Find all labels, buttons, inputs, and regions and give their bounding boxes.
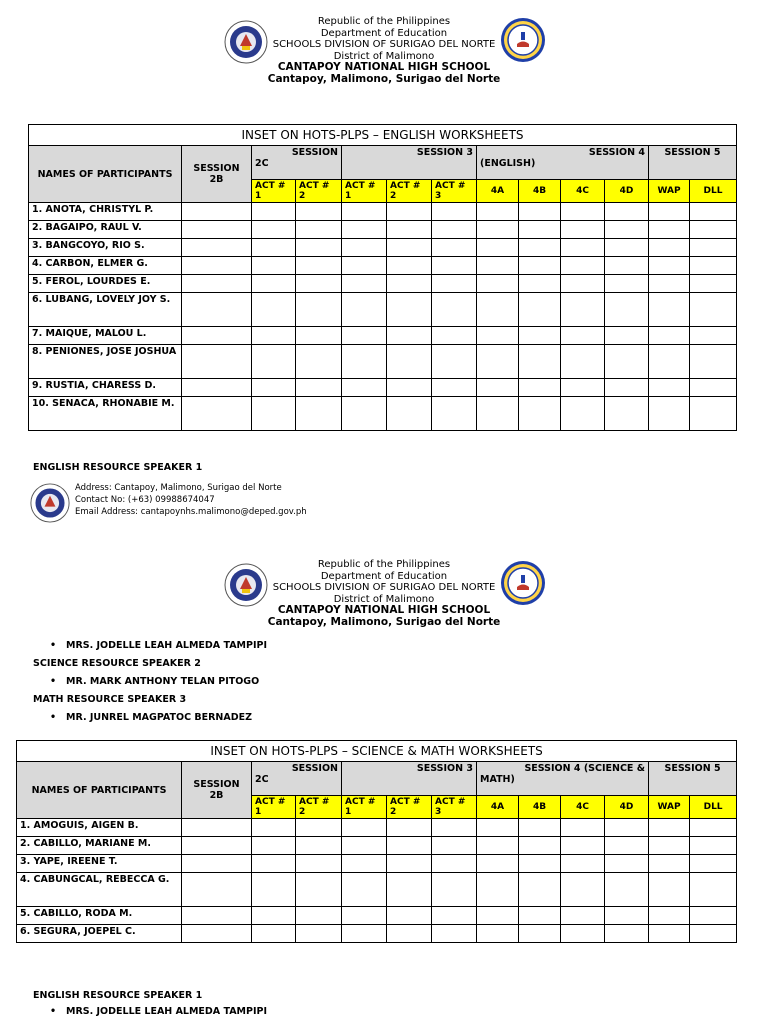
math-speaker-label: MATH RESOURCE SPEAKER 3 [33,694,187,705]
score-cell[interactable] [561,925,605,943]
score-cell[interactable] [477,239,519,257]
participant-row [29,257,737,275]
score-cell[interactable] [690,293,737,327]
score-cell[interactable] [342,293,387,327]
score-cell[interactable] [690,257,737,275]
participant-row [29,379,737,397]
score-cell[interactable] [561,327,605,345]
score-cell[interactable] [182,257,252,275]
score-cell[interactable] [477,327,519,345]
score-cell[interactable] [690,203,737,221]
score-cell[interactable] [561,855,605,873]
score-cell[interactable] [477,379,519,397]
score-cell[interactable] [387,907,432,925]
subheader-cell: ACT # 1 [342,180,387,203]
score-cell[interactable] [519,327,561,345]
score-cell[interactable] [387,837,432,855]
score-cell[interactable] [387,221,432,239]
score-cell[interactable] [432,221,477,239]
score-cell[interactable] [252,257,296,275]
subheader-cell: ACT # 2 [387,180,432,203]
score-cell[interactable] [690,379,737,397]
header-division: SCHOOLS DIVISION OF SURIGAO DEL NORTE [272,39,496,50]
score-cell[interactable] [605,397,649,431]
score-cell[interactable] [252,855,296,873]
score-cell[interactable] [519,397,561,431]
score-cell[interactable] [387,203,432,221]
subheader-cell: 4C [561,180,605,203]
science-speaker-label: SCIENCE RESOURCE SPEAKER 2 [33,658,201,669]
score-cell[interactable] [605,221,649,239]
score-cell[interactable] [690,345,737,379]
score-cell[interactable] [432,819,477,837]
score-cell[interactable] [296,379,342,397]
score-cell[interactable] [182,327,252,345]
participant-name: 5. FEROL, LOURDES E. [29,275,182,293]
session-2b-header: SESSION 2B [182,762,252,819]
participant-row [17,925,737,943]
score-cell[interactable] [252,345,296,379]
subheader-cell: ACT # 2 [296,796,342,819]
session-3-header: SESSION 3 [342,146,477,180]
score-cell[interactable] [519,257,561,275]
score-cell[interactable] [519,221,561,239]
subheader-cell: 4C [561,796,605,819]
participant-row [17,819,737,837]
subheader-cell: DLL [690,796,737,819]
footer-contact: Contact No: (+63) 09988674047 [75,495,215,505]
score-cell[interactable] [477,819,519,837]
participant-row [29,203,737,221]
score-cell[interactable] [182,873,252,907]
session-4-header: SESSION 4 (SCIENCE & MATH) [477,762,649,796]
participant-row [29,345,737,379]
score-cell[interactable] [252,907,296,925]
score-cell[interactable] [690,855,737,873]
session-2c-header: SESSION 2C [252,146,342,180]
header-district: District of Malimono [333,50,435,62]
score-cell[interactable] [519,203,561,221]
score-cell[interactable] [477,257,519,275]
score-cell[interactable] [561,819,605,837]
score-cell[interactable] [342,837,387,855]
score-cell[interactable] [432,275,477,293]
subheader-cell: ACT # 1 [342,796,387,819]
score-cell[interactable] [519,379,561,397]
score-cell[interactable] [690,907,737,925]
score-cell[interactable] [252,203,296,221]
score-cell[interactable] [182,819,252,837]
subheader-cell: 4A [477,796,519,819]
score-cell[interactable] [690,239,737,257]
score-cell[interactable] [477,275,519,293]
header-district: District of Malimono [333,593,435,605]
session-4-header: SESSION 4 (ENGLISH) [477,146,649,180]
score-cell[interactable] [561,345,605,379]
score-cell[interactable] [182,221,252,239]
score-cell[interactable] [605,855,649,873]
subheader-cell: 4B [519,180,561,203]
score-cell[interactable] [387,345,432,379]
score-cell[interactable] [296,873,342,907]
participant-name: 4. CABUNGCAL, REBECCA G. [17,873,182,907]
score-cell[interactable] [342,203,387,221]
score-cell[interactable] [252,327,296,345]
score-cell[interactable] [432,855,477,873]
score-cell[interactable] [252,397,296,431]
participant-row [17,837,737,855]
score-cell[interactable] [561,293,605,327]
score-cell[interactable] [519,855,561,873]
score-cell[interactable] [519,819,561,837]
score-cell[interactable] [649,925,690,943]
score-cell[interactable] [477,203,519,221]
score-cell[interactable] [519,239,561,257]
score-cell[interactable] [649,221,690,239]
score-cell[interactable] [605,925,649,943]
session-2c-header: SESSION 2C [252,762,342,796]
score-cell[interactable] [561,221,605,239]
math-speaker-name: • MR. JUNREL MAGPATOC BERNADEZ [66,712,252,723]
school-contact-footer [75,482,307,518]
score-cell[interactable] [252,873,296,907]
table-title: INSET ON HOTS-PLPS – SCIENCE & MATH WORKSHEETS [17,741,737,762]
participant-name: 6. SEGURA, JOEPEL C. [17,925,182,943]
score-cell[interactable] [605,819,649,837]
score-cell[interactable] [561,837,605,855]
score-cell[interactable] [605,275,649,293]
participant-name: 2. BAGAIPO, RAUL V. [29,221,182,239]
participant-name: 10. SENACA, RHONABIE M. [29,397,182,431]
score-cell[interactable] [561,275,605,293]
score-cell[interactable] [182,907,252,925]
participant-row [29,275,737,293]
score-cell[interactable] [477,345,519,379]
subheader-cell: ACT # 3 [432,180,477,203]
deped-seal-small-icon [30,483,70,523]
score-cell[interactable] [432,345,477,379]
footer-address: Address: Cantapoy, Malimono, Surigao del Norte [75,483,282,493]
subheader-cell: 4A [477,180,519,203]
score-cell[interactable] [649,293,690,327]
subheader-cell: WAP [649,180,690,203]
header-division: SCHOOLS DIVISION OF SURIGAO DEL NORTE [272,582,496,593]
score-cell[interactable] [342,925,387,943]
score-cell[interactable] [342,873,387,907]
score-cell[interactable] [342,379,387,397]
score-cell[interactable] [605,379,649,397]
score-cell[interactable] [296,275,342,293]
score-cell[interactable] [342,275,387,293]
participant-row [17,855,737,873]
session-2b-header: SESSION 2B [182,146,252,203]
participant-row [17,873,737,907]
subheader-cell: ACT # 2 [296,180,342,203]
score-cell[interactable] [296,819,342,837]
score-cell[interactable] [342,221,387,239]
score-cell[interactable] [432,203,477,221]
subheader-cell: ACT # 1 [252,796,296,819]
score-cell[interactable] [519,925,561,943]
header-address: Cantapoy, Malimono, Surigao del Norte [267,615,501,628]
score-cell[interactable] [649,345,690,379]
score-cell[interactable] [252,221,296,239]
session-3-header: SESSION 3 [342,762,477,796]
score-cell[interactable] [296,327,342,345]
score-cell[interactable] [605,239,649,257]
score-cell[interactable] [561,379,605,397]
names-header: NAMES OF PARTICIPANTS [17,762,182,819]
score-cell[interactable] [387,257,432,275]
score-cell[interactable] [182,855,252,873]
participant-name: 8. PENIONES, JOSE JOSHUA [29,345,182,379]
participant-name: 3. YAPE, IREENE T. [17,855,182,873]
score-cell[interactable] [605,907,649,925]
header-address: Cantapoy, Malimono, Surigao del Norte [267,72,501,85]
score-cell[interactable] [387,397,432,431]
score-cell[interactable] [342,257,387,275]
score-cell[interactable] [342,239,387,257]
score-cell[interactable] [477,837,519,855]
participant-row [17,907,737,925]
science-speaker-name: • MR. MARK ANTHONY TELAN PITOGO [66,676,259,687]
score-cell[interactable] [649,239,690,257]
score-cell[interactable] [690,221,737,239]
score-cell[interactable] [561,203,605,221]
score-cell[interactable] [649,873,690,907]
header-school: CANTAPOY NATIONAL HIGH SCHOOL [277,61,491,73]
score-cell[interactable] [477,293,519,327]
participant-name: 7. MAIQUE, MALOU L. [29,327,182,345]
score-cell[interactable] [387,275,432,293]
score-cell[interactable] [649,327,690,345]
science-math-worksheets-table [16,740,737,943]
score-cell[interactable] [519,837,561,855]
score-cell[interactable] [649,819,690,837]
score-cell[interactable] [561,257,605,275]
score-cell[interactable] [387,855,432,873]
participant-row [29,239,737,257]
score-cell[interactable] [296,345,342,379]
english-speaker-label: ENGLISH RESOURCE SPEAKER 1 [33,462,203,473]
participant-name: 5. CABILLO, RODA M. [17,907,182,925]
score-cell[interactable] [342,907,387,925]
subheader-cell: ACT # 2 [387,796,432,819]
bottom-speaker-label: ENGLISH RESOURCE SPEAKER 1 [33,990,203,1001]
score-cell[interactable] [296,855,342,873]
score-cell[interactable] [252,275,296,293]
participant-name: 3. BANGCOYO, RIO S. [29,239,182,257]
score-cell[interactable] [690,327,737,345]
score-cell[interactable] [432,925,477,943]
subheader-cell: 4B [519,796,561,819]
participant-name: 2. CABILLO, MARIANE M. [17,837,182,855]
score-cell[interactable] [296,925,342,943]
score-cell[interactable] [296,907,342,925]
header-department: Department of Education [320,27,448,39]
score-cell[interactable] [252,819,296,837]
score-cell[interactable] [477,397,519,431]
score-cell[interactable] [690,275,737,293]
footer-email: Email Address: cantapoynhs.malimono@deped.gov.ph [75,507,307,517]
header-republic: Republic of the Philippines [317,559,451,570]
score-cell[interactable] [649,275,690,293]
participant-row [29,221,737,239]
score-cell[interactable] [649,257,690,275]
score-cell[interactable] [561,907,605,925]
score-cell[interactable] [296,257,342,275]
participant-name: 6. LUBANG, LOVELY JOY S. [29,293,182,327]
score-cell[interactable] [519,275,561,293]
score-cell[interactable] [182,379,252,397]
score-cell[interactable] [605,873,649,907]
score-cell[interactable] [649,379,690,397]
score-cell[interactable] [432,293,477,327]
score-cell[interactable] [387,819,432,837]
header-school: CANTAPOY NATIONAL HIGH SCHOOL [277,604,491,616]
score-cell[interactable] [296,397,342,431]
english-worksheets-table [28,124,737,431]
header-department: Department of Education [320,570,448,582]
score-cell[interactable] [252,837,296,855]
score-cell[interactable] [690,819,737,837]
score-cell[interactable] [432,907,477,925]
score-cell[interactable] [519,873,561,907]
bottom-speaker-name: • MRS. JODELLE LEAH ALMEDA TAMPIPI [66,1006,267,1017]
session-5-header: SESSION 5 [649,762,737,796]
score-cell[interactable] [182,925,252,943]
session-5-header: SESSION 5 [649,146,737,180]
score-cell[interactable] [605,327,649,345]
subheader-cell: WAP [649,796,690,819]
participant-name: 1. ANOTA, CHRISTYL P. [29,203,182,221]
score-cell[interactable] [605,257,649,275]
participant-row [29,327,737,345]
score-cell[interactable] [561,239,605,257]
score-cell[interactable] [182,275,252,293]
participant-name: 4. CARBON, ELMER G. [29,257,182,275]
score-cell[interactable] [649,855,690,873]
score-cell[interactable] [252,239,296,257]
score-cell[interactable] [432,239,477,257]
score-cell[interactable] [387,327,432,345]
score-cell[interactable] [182,837,252,855]
score-cell[interactable] [296,221,342,239]
score-cell[interactable] [477,221,519,239]
score-cell[interactable] [690,925,737,943]
subheader-cell: 4D [605,796,649,819]
english-speaker-name: • MRS. JODELLE LEAH ALMEDA TAMPIPI [66,640,267,651]
score-cell[interactable] [252,379,296,397]
score-cell[interactable] [296,837,342,855]
participant-row [29,293,737,327]
score-cell[interactable] [561,397,605,431]
score-cell[interactable] [432,873,477,907]
score-cell[interactable] [296,239,342,257]
score-cell[interactable] [342,345,387,379]
score-cell[interactable] [690,873,737,907]
score-cell[interactable] [432,327,477,345]
score-cell[interactable] [252,293,296,327]
score-cell[interactable] [605,203,649,221]
score-cell[interactable] [387,379,432,397]
participant-name: 9. RUSTIA, CHARESS D. [29,379,182,397]
score-cell[interactable] [182,345,252,379]
score-cell[interactable] [182,293,252,327]
score-cell[interactable] [296,293,342,327]
score-cell[interactable] [649,837,690,855]
score-cell[interactable] [432,257,477,275]
score-cell[interactable] [342,327,387,345]
score-cell[interactable] [477,907,519,925]
score-cell[interactable] [432,837,477,855]
page-header-2 [0,559,768,628]
score-cell[interactable] [182,397,252,431]
score-cell[interactable] [519,345,561,379]
score-cell[interactable] [477,873,519,907]
subheader-cell: ACT # 3 [432,796,477,819]
score-cell[interactable] [649,203,690,221]
names-header: NAMES OF PARTICIPANTS [29,146,182,203]
header-republic: Republic of the Philippines [317,16,451,27]
score-cell[interactable] [477,855,519,873]
score-cell[interactable] [605,345,649,379]
subheader-cell: DLL [690,180,737,203]
score-cell[interactable] [342,855,387,873]
score-cell[interactable] [342,819,387,837]
score-cell[interactable] [649,397,690,431]
score-cell[interactable] [605,837,649,855]
score-cell[interactable] [342,397,387,431]
score-cell[interactable] [432,379,477,397]
score-cell[interactable] [649,907,690,925]
score-cell[interactable] [182,239,252,257]
score-cell[interactable] [296,203,342,221]
score-cell[interactable] [561,873,605,907]
participant-row [29,397,737,431]
score-cell[interactable] [690,837,737,855]
table-title: INSET ON HOTS-PLPS – ENGLISH WORKSHEETS [29,125,737,146]
page-header-1 [0,16,768,85]
score-cell[interactable] [387,925,432,943]
score-cell[interactable] [432,397,477,431]
score-cell[interactable] [519,293,561,327]
score-cell[interactable] [690,397,737,431]
score-cell[interactable] [477,925,519,943]
participant-name: 1. AMOGUIS, AIGEN B. [17,819,182,837]
subheader-cell: 4D [605,180,649,203]
subheader-cell: ACT # 1 [252,180,296,203]
score-cell[interactable] [387,239,432,257]
score-cell[interactable] [182,203,252,221]
score-cell[interactable] [605,293,649,327]
score-cell[interactable] [519,907,561,925]
score-cell[interactable] [387,293,432,327]
score-cell[interactable] [252,925,296,943]
score-cell[interactable] [387,873,432,907]
